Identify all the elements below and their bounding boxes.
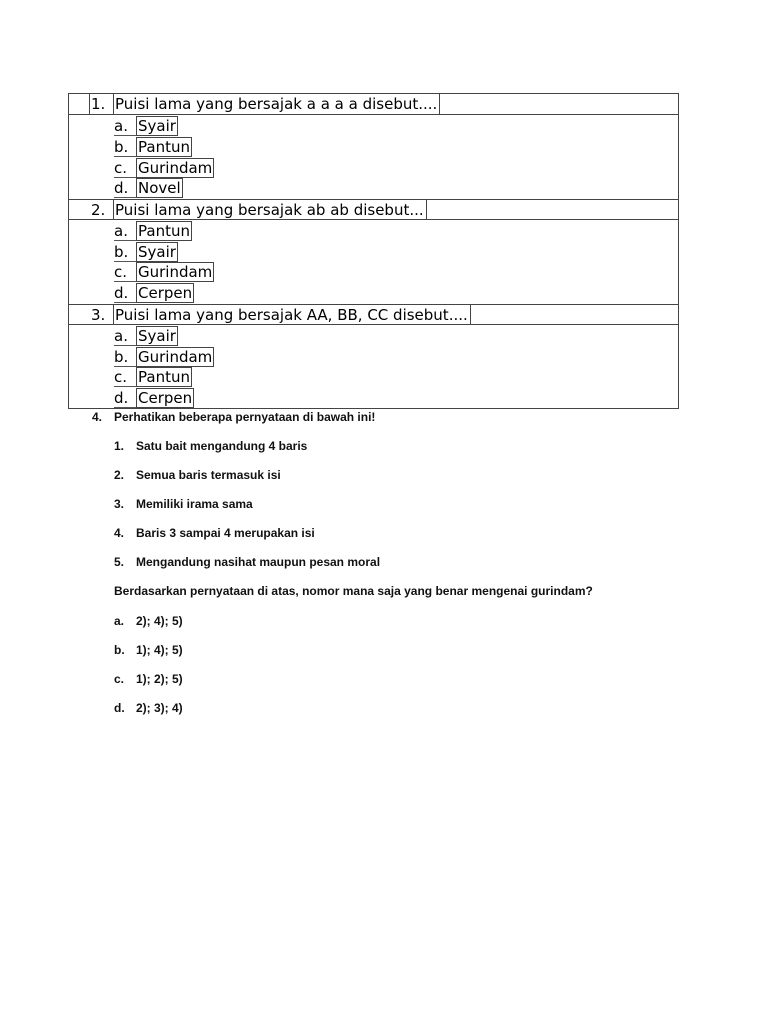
question-prompt: Berdasarkan pernyataan di atas, nomor mana saja yang benar mengenai gurindam? bbox=[114, 584, 593, 598]
option-item[interactable] bbox=[114, 388, 194, 408]
option-text: Cerpen bbox=[138, 284, 193, 302]
option-item[interactable] bbox=[114, 367, 192, 387]
option-item[interactable] bbox=[114, 116, 178, 136]
option-letter: c. bbox=[114, 263, 136, 282]
option-item[interactable] bbox=[114, 178, 183, 198]
statement-text: Baris 3 sampai 4 merupakan isi bbox=[136, 526, 315, 540]
option-text: Novel bbox=[138, 179, 181, 197]
statement-number: 4. bbox=[114, 526, 125, 540]
option-text: 1); 4); 5) bbox=[136, 643, 183, 657]
option-item[interactable] bbox=[114, 262, 214, 282]
option-item[interactable] bbox=[114, 347, 214, 367]
option-text: Pantun bbox=[138, 368, 190, 386]
question-text: Puisi lama yang bersajak ab ab disebut... bbox=[113, 200, 427, 220]
question-row bbox=[69, 94, 678, 115]
option-letter: d. bbox=[114, 701, 125, 715]
question-text: Perhatikan beberapa pernyataan di bawah ini! bbox=[114, 410, 376, 424]
option-letter: c. bbox=[114, 672, 125, 686]
option-letter: d. bbox=[114, 179, 136, 198]
option-letter: a. bbox=[114, 614, 125, 628]
option-letter: b. bbox=[114, 643, 125, 657]
statement-item bbox=[114, 497, 253, 511]
option-item[interactable] bbox=[114, 701, 183, 715]
question-row bbox=[69, 199, 678, 220]
question-number: 3. bbox=[91, 306, 106, 324]
option-item[interactable] bbox=[114, 326, 178, 346]
option-text: 2); 4); 5) bbox=[136, 614, 183, 628]
quiz-table bbox=[68, 93, 679, 409]
statement-text: Semua baris termasuk isi bbox=[136, 468, 281, 482]
option-text: 2); 3); 4) bbox=[136, 701, 183, 715]
statement-item bbox=[114, 555, 380, 569]
option-text: 1); 2); 5) bbox=[136, 672, 183, 686]
option-letter: c. bbox=[114, 159, 136, 178]
option-letter: d. bbox=[114, 389, 136, 408]
option-letter: d. bbox=[114, 284, 136, 303]
question-text: Puisi lama yang bersajak AA, BB, CC disebut.... bbox=[113, 305, 471, 325]
question-4-intro bbox=[92, 410, 375, 424]
option-text: Cerpen bbox=[138, 389, 193, 407]
statement-item bbox=[114, 439, 307, 453]
option-text: Gurindam bbox=[138, 348, 213, 366]
statement-text: Mengandung nasihat maupun pesan moral bbox=[136, 555, 381, 569]
statement-number: 2. bbox=[114, 468, 125, 482]
option-letter: a. bbox=[114, 222, 136, 241]
option-item[interactable] bbox=[114, 614, 183, 628]
option-item[interactable] bbox=[114, 221, 192, 241]
option-text: Syair bbox=[138, 117, 176, 135]
option-text: Syair bbox=[138, 243, 176, 261]
statement-item bbox=[114, 526, 315, 540]
option-letter: b. bbox=[114, 243, 136, 262]
option-letter: b. bbox=[114, 348, 136, 367]
question-row bbox=[69, 304, 678, 325]
statement-item bbox=[114, 468, 281, 482]
statement-text: Satu bait mengandung 4 baris bbox=[136, 439, 308, 453]
option-letter: a. bbox=[114, 117, 136, 136]
question-number: 2. bbox=[91, 201, 106, 219]
option-letter: c. bbox=[114, 368, 136, 387]
question-number: 4. bbox=[92, 410, 103, 424]
statement-text: Memiliki irama sama bbox=[136, 497, 253, 511]
statement-number: 1. bbox=[114, 439, 125, 453]
option-item[interactable] bbox=[114, 672, 183, 686]
option-text: Gurindam bbox=[138, 263, 213, 281]
statement-number: 3. bbox=[114, 497, 125, 511]
option-letter: b. bbox=[114, 138, 136, 157]
option-letter: a. bbox=[114, 327, 136, 346]
question-number: 1. bbox=[91, 95, 106, 113]
option-text: Pantun bbox=[138, 222, 190, 240]
statement-number: 5. bbox=[114, 555, 125, 569]
option-item[interactable] bbox=[114, 283, 194, 303]
option-text: Pantun bbox=[138, 138, 190, 156]
option-item[interactable] bbox=[114, 158, 214, 178]
row-gutter bbox=[69, 93, 90, 114]
option-item[interactable] bbox=[114, 242, 178, 262]
question-text: Puisi lama yang bersajak a a a a disebut.... bbox=[113, 94, 440, 114]
option-item[interactable] bbox=[114, 137, 192, 157]
option-item[interactable] bbox=[114, 643, 183, 657]
option-text: Syair bbox=[138, 327, 176, 345]
option-text: Gurindam bbox=[138, 159, 213, 177]
